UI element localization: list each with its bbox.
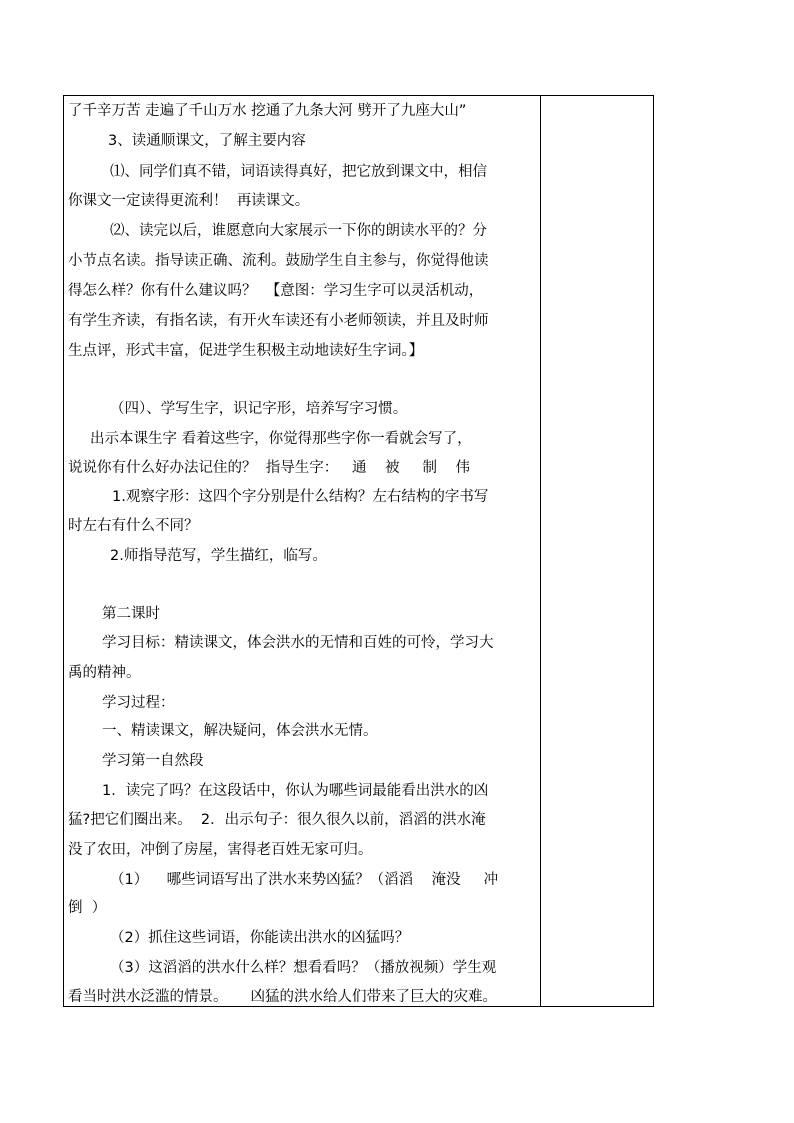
text-line: 有学生齐读，有指名读，有开火车读还有小老师领读，并且及时师 bbox=[68, 313, 489, 329]
text-line: 2.师指导范写，学生描红，临写。 bbox=[110, 548, 327, 564]
text-line: 说说你有什么好办法记住的？ 指导生字： 通 被 制 伟 bbox=[68, 460, 470, 476]
text-line: （1） 哪些词语写出了洪水来势凶猛？（滔滔 淹没 冲 bbox=[110, 872, 499, 888]
text-line: 3、读通顺课文，了解主要内容 bbox=[108, 133, 306, 149]
text-line: 学习目标：精读课文，体会洪水的无情和百姓的可怜，学习大 bbox=[102, 635, 494, 651]
text-line: 1．读完了吗？在这段话中，你认为哪些词最能看出洪水的凶 bbox=[102, 783, 489, 799]
text-line: 了千辛万苦 走遍了千山万水 挖通了九条大河 劈开了九座大山” bbox=[68, 103, 467, 119]
lesson-table bbox=[63, 95, 654, 1007]
text-line: 学习第一自然段 bbox=[102, 753, 204, 769]
text-line: 你课文一定读得更流利！ 再读课文。 bbox=[68, 193, 310, 209]
text-line: 看当时洪水泛滥的情景。 凶猛的洪水给人们带来了巨大的灾难。 bbox=[68, 989, 498, 1005]
text-line: 生点评，形式丰富，促进学生积极主动地读好生字词。】 bbox=[68, 343, 424, 359]
lesson-content-cell bbox=[64, 96, 540, 1006]
text-line: 禹的精神。 bbox=[68, 665, 141, 681]
text-line: 时左右有什么不同？ bbox=[68, 518, 199, 534]
section-heading: （四）、学写生字，识记字形，培养写字习惯。 bbox=[110, 401, 408, 417]
text-line: 得怎么样？你有什么建议吗？ 【意图：学习生字可以灵活机动， bbox=[68, 283, 484, 299]
text-line: 小节点名读。指导读正确、流利。鼓励学生自主参与，你觉得他读 bbox=[68, 253, 489, 269]
text-line: 出示本课生字 看着这些字，你觉得那些字你一看就会写了， bbox=[90, 431, 472, 447]
text-line: （3）这滔滔的洪水什么样？想看看吗？（播放视频）学生观 bbox=[110, 960, 497, 976]
text-line: ⑵、读完以后，谁愿意向大家展示一下你的朗读水平的？分 bbox=[110, 223, 487, 239]
text-line: 倒 ） bbox=[68, 900, 107, 916]
section-heading: 第二课时 bbox=[102, 606, 160, 622]
text-line: 一、精读课文，解决疑问，体会洪水无情。 bbox=[102, 723, 378, 739]
column-divider bbox=[540, 96, 541, 1006]
text-line: ⑴、同学们真不错，词语读得真好，把它放到课文中，相信 bbox=[110, 164, 487, 180]
text-line: 学习过程： bbox=[102, 695, 175, 711]
text-line: 猛?把它们圈出来。 2．出示句子：很久很久以前，滔滔的洪水淹 bbox=[68, 812, 486, 828]
text-line: 1.观察字形：这四个字分别是什么结构？左右结构的字书写 bbox=[112, 489, 489, 505]
text-line: 没了农田，冲倒了房屋，害得老百姓无家可归。 bbox=[68, 842, 373, 858]
text-line: （2）抓住这些词语，你能读出洪水的凶猛吗？ bbox=[110, 930, 410, 946]
